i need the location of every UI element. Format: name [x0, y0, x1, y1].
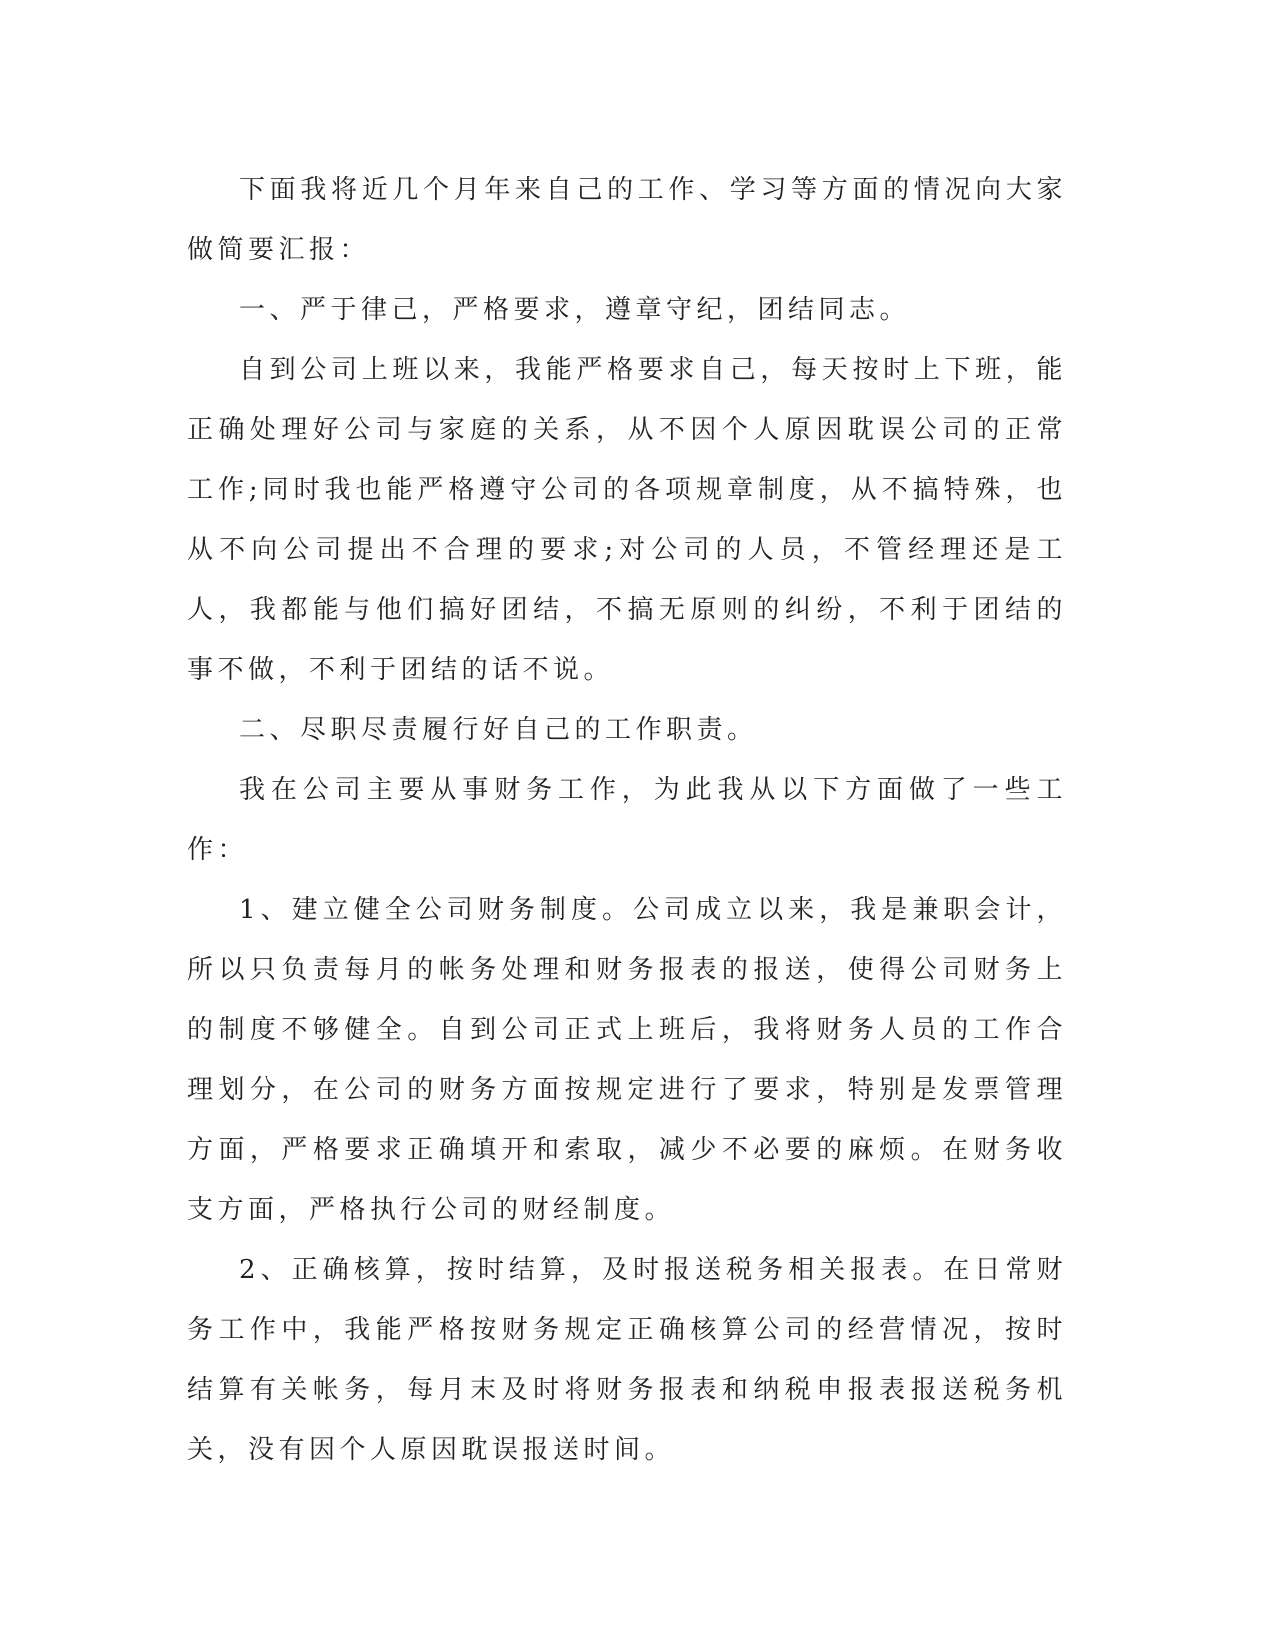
paragraph-heading-discipline: 一、严于律己，严格要求，遵章守纪，团结同志。: [239, 295, 911, 325]
paragraph-item-1: 1、建立健全公司财务制度。公司成立以来，我是兼职会计，所以只负责每月的帐务处理和财务报表的报送，使得公司财务上的制度不够健全。自到公司正式上班后，我将财务人员的工作合理划分，在公司的财务方面按规定进行了要求，特别是发票管理方面，严格要求正确填开和索取，减少不必要的麻烦。在财务收支方面，严格执行公司的财经制度。: [187, 895, 1067, 1225]
paragraph-heading-duties: 二、尽职尽责履行好自己的工作职责。: [239, 715, 758, 745]
document-body: [187, 160, 1067, 1480]
paragraph-duties-intro: 我在公司主要从事财务工作，为此我从以下方面做了一些工作：: [187, 775, 1067, 865]
paragraph-discipline-detail: 自到公司上班以来，我能严格要求自己，每天按时上下班，能正确处理好公司与家庭的关系，从不因个人原因耽误公司的正常工作;同时我也能严格遵守公司的各项规章制度，从不搞特殊，也从不向公司提出不合理的要求;对公司的人员，不管经理还是工人，我都能与他们搞好团结，不搞无原则的纠纷，不利于团结的事不做，不利于团结的话不说。: [187, 355, 1067, 685]
paragraph-item-2: 2、正确核算，按时结算，及时报送税务相关报表。在日常财务工作中，我能严格按财务规定正确核算公司的经营情况，按时结算有关帐务，每月末及时将财务报表和纳税申报表报送税务机关，没有因个人原因耽误报送时间。: [187, 1255, 1067, 1465]
paragraph-intro: 下面我将近几个月年来自己的工作、学习等方面的情况向大家做简要汇报：: [187, 175, 1067, 265]
